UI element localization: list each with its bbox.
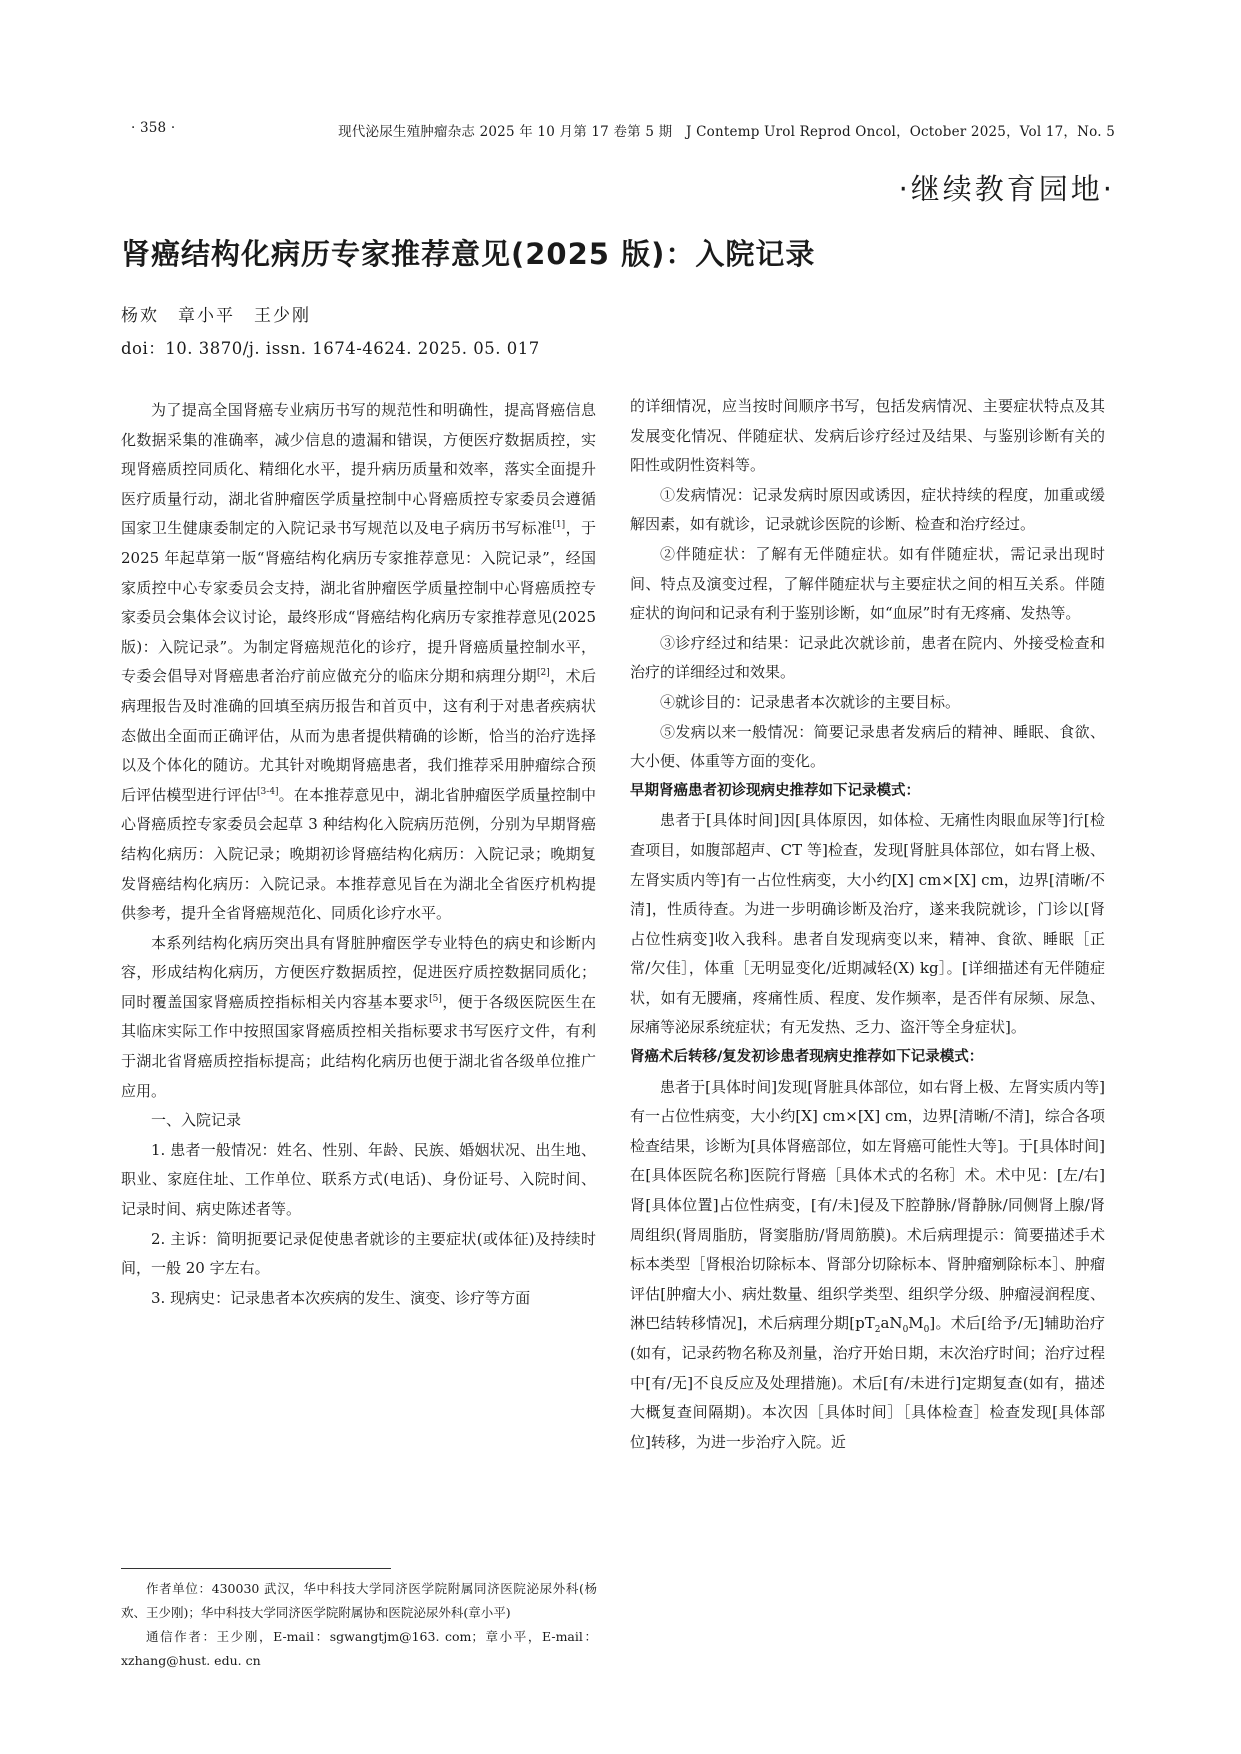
template-text: M bbox=[908, 1314, 924, 1333]
intro-text: 为了提高全国肾癌专业病历书写的规范性和明确性，提高肾癌信息化数据采集的准确率，减少信息的遗漏和错误，方便医疗数据质控，实现肾癌质控同质化、精细化水平，提升病历质量和效率，落实全面提升医疗质量行动，湖北省肿瘤医学质量控制中心肾癌质控专家委员会遵循国家卫生健康委制定的入院记录书写规范以及电子病历书写标准 bbox=[121, 401, 596, 538]
subheading-recurrence-template: 肾癌术后转移/复发初诊患者现病史推荐如下记录模式： bbox=[630, 1049, 984, 1066]
subitem-general-condition: ⑤发病以来一般情况：简要记录患者发病后的精神、睡眠、食欲、大小便、体重等方面的变化。 bbox=[630, 722, 1105, 771]
footnotes bbox=[121, 1577, 597, 1673]
template-text: 患者于[具体时间]发现[肾脏具体部位，如右肾上极、左肾实质内等]有一占位性病变，大小约[X] cm×[X] cm，边界[清晰/不清]，综合各项检查结果，诊断为[具体肾癌部位，如左肾癌可能性大等]。于[具体时间]在[具体医院名称]医院行肾癌［具体术式的名称］术。术中见：[左/右]肾[具体位置]占位性病变，[有/未]侵及下腔静脉/肾静脉/同侧肾上腺/肾周组织(肾周脂肪，肾窦脂肪/肾周筋膜)。术后病理提示：简要描述手术标本类型［肾根治切除标本、肾部分切除标本、肾肿瘤剜除标本］、肿瘤评估[肿瘤大小、病灶数量、组织学类型、组织学分级、肿瘤浸润程度、淋巴结转移情况]，术后病理分期[pT bbox=[630, 1077, 1105, 1333]
intro-text: ，术后病理报告及时准确的回填至病历报告和首页中，这有利于对患者疾病状态做出全面而正确评估，从而为患者提供精确的诊断，恰当的治疗选择以及个体化的随访。尤其针对晚期肾癌患者，我们推荐采用肿瘤综合预后评估模型进行评估 bbox=[121, 667, 596, 804]
subitem-onset: ①发病情况：记录发病时原因或诱因，症状持续的程度，加重或缓解因素，如有就诊，记录就诊医院的诊断、检查和治疗经过。 bbox=[630, 485, 1105, 534]
running-head bbox=[131, 120, 1115, 140]
section-heading: 一、入院记录 bbox=[151, 1111, 242, 1130]
subitem-visit-purpose: ④就诊目的：记录患者本次就诊的主要目标。 bbox=[660, 692, 961, 711]
column-section-tag: ·继续教育园地· bbox=[898, 172, 1115, 206]
early-record-template: 患者于[具体时间]因[具体原因，如体检、无痛性肉眼血尿等]行[检查项目，如腹部超声、CT 等]检查，发现[肾脏具体部位，如右肾上极、左肾实质内等]有一占位性病变，大小约[X] cm×[X] cm，边界[清晰/不清]，性质待查。为进一步明确诊断及治疗，遂来我院就诊，门诊以[肾占位性病变]收入我科。患者自发现病变以来，精神、食欲、睡眠［正常/欠佳］，体重［无明显变化/近期减轻(X) kg］。[详细描述有无伴随症状，如有无腰痛，疼痛性质、程度、发作频率，是否伴有尿频、尿急、尿痛等泌尿系统症状；有无发热、乏力、盗汗等全身症状]。 bbox=[630, 811, 1105, 1037]
footnote-divider bbox=[121, 1568, 391, 1569]
reference-marker: [2] bbox=[537, 668, 550, 679]
item-present-illness: 3. 现病史：记录患者本次疾病的发生、演变、诊疗等方面 bbox=[151, 1288, 531, 1307]
intro-paragraph-1 bbox=[121, 396, 596, 929]
template-text: ]。术后[给予/无]辅助治疗(如有，记录药物名称及剂量，治疗开始日期，末次治疗时间；治疗过程中[有/无]不良反应及处理措施)。术后[有/未进行]定期复查(如有，描述大概复查间隔期)。本次因［具体时间］［具体检查］检查发现[具体部位]转移，为进一步治疗入院。近 bbox=[630, 1314, 1105, 1451]
intro-text: ，于 2025 年起草第一版“肾癌结构化病历专家推荐意见：入院记录”，经国家质控中心专家委员会支持，湖北省肿瘤医学质量控制中心肾癌质控专家委员会集体会议讨论，最终形成“肾癌结构化病历专家推荐意见(2025 版)：入院记录”。为制定肾癌规范化的诊疗，提升肾癌质量控制水平，专委会倡导对肾癌患者治疗前应做充分的临床分期和病理分期 bbox=[121, 519, 596, 686]
reference-marker: [1] bbox=[552, 520, 566, 531]
subscript: 0 bbox=[902, 1325, 909, 1336]
author-affiliation-note: 作者单位：430030 武汉，华中科技大学同济医学院附属同济医院泌尿外科(杨欢、王少刚)；华中科技大学同济医学院附属协和医院泌尿外科(章小平) bbox=[121, 1581, 597, 1620]
journal-citation-line: 现代泌尿生殖肿瘤杂志 2025 年 10 月第 17 卷第 5 期 J Contemp Urol Reprod Oncol，October 2025，Vol 17，No. 5 bbox=[338, 124, 1115, 140]
intro-text: 。在本推荐意见中，湖北省肿瘤医学质量控制中心肾癌质控专家委员会起草 3 种结构化入院病历范例，分别为早期肾癌结构化病历：入院记录；晚期初诊肾癌结构化病历：入院记录；晚期复发肾癌结构化病历：入院记录。本推荐意见旨在为湖北全省医疗机构提供参考，提升全省肾癌规范化、同质化诊疗水平。 bbox=[121, 785, 596, 923]
correspondence-note: 通信作者：王少刚，E-mail：sgwangtjm@163. com；章小平，E-mail：xzhang@hust. edu. cn bbox=[121, 1629, 597, 1668]
subitem-treatment-history: ③诊疗经过和结果：记录此次就诊前，患者在院内、外接受检查和治疗的详细经过和效果。 bbox=[630, 633, 1105, 682]
article-title: 肾癌结构化病历专家推荐意见(2025 版)：入院记录 bbox=[121, 237, 816, 271]
subscript: 0 bbox=[923, 1325, 930, 1336]
right-column bbox=[630, 392, 1105, 1457]
recurrence-record-template bbox=[630, 1073, 1105, 1458]
item-chief-complaint: 2. 主诉：简明扼要记录促使患者就诊的主要症状(或体征)及持续时间，一般 20 字左右。 bbox=[121, 1229, 596, 1278]
intro-paragraph-2 bbox=[121, 929, 596, 1107]
subscript: 2 bbox=[874, 1325, 881, 1336]
intro-text: ，便于各级医院医生在其临床实际工作中按照国家肾癌质控相关指标要求书写医疗文件，有利于湖北省肾癌质控指标提高；此结构化病历也便于湖北省各级单位推广应用。 bbox=[121, 992, 596, 1100]
reference-marker: [5] bbox=[429, 993, 442, 1004]
reference-marker: [3-4] bbox=[257, 786, 279, 797]
subitem-accompanying-symptoms: ②伴随症状：了解有无伴随症状。如有伴随症状，需记录出现时间、特点及演变过程，了解伴随症状与主要症状之间的相互关系。伴随症状的询问和记录有利于鉴别诊断，如“血尿”时有无疼痛、发热等。 bbox=[630, 544, 1105, 623]
item-general-info: 1. 患者一般情况：姓名、性别、年龄、民族、婚姻状况、出生地、职业、家庭住址、工作单位、联系方式(电话)、身份证号、入院时间、记录时间、病史陈述者等。 bbox=[121, 1140, 596, 1219]
page-number: · 358 · bbox=[131, 120, 176, 136]
template-text: aN bbox=[880, 1314, 903, 1333]
doi-line: doi：10. 3870/j. issn. 1674-4624. 2025. 05. 017 bbox=[121, 339, 540, 358]
subheading-early-template: 早期肾癌患者初诊现病史推荐如下记录模式： bbox=[630, 782, 920, 799]
present-illness-continued: 的详细情况，应当按时间顺序书写，包括发病情况、主要症状特点及其发展变化情况、伴随症状、发病后诊疗经过及结果、与鉴别诊断有关的阳性或阴性资料等。 bbox=[630, 397, 1105, 475]
intro-text: 本系列结构化病历突出具有肾脏肿瘤医学专业特色的病史和诊断内容，形成结构化病历，方便医疗数据质控，促进医疗质控数据同质化；同时覆盖国家肾癌质控指标相关内容基本要求 bbox=[121, 933, 596, 1011]
author-list: 杨欢 章小平 王少刚 bbox=[121, 306, 311, 326]
left-column bbox=[121, 396, 596, 1313]
